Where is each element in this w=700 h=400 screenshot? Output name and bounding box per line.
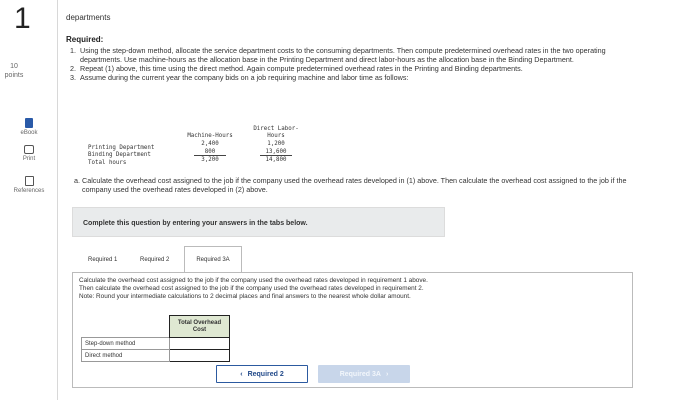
instruction-text: Repeat (1) above, this time using the direct method. Again compute predetermined overhead rates in the Printing and Binding departments. [80,64,523,73]
blank-corner [82,316,170,338]
table-row [82,350,230,362]
required-title: Required: [66,35,104,44]
next-button-label: Required 3A [339,370,381,378]
row-label-step-down: Step-down method [82,338,170,350]
row-label: Total hours [88,160,127,166]
prev-button-label: Required 2 [247,370,284,378]
references-icon [25,176,34,186]
panel-instructions [79,277,624,301]
ebook-tool[interactable] [2,118,56,136]
subtotal-rule [260,155,292,156]
complete-prompt-box [72,207,445,237]
question-a-text: Calculate the overhead cost assigned to the job if the company used the overhead rates developed in (1) above. Then calculate the overhead cost assigned to the job if the company used the overhead rates developed in (2) above. [82,176,627,194]
panel-note: Note: Round your intermediate calculations to 2 decimal places and final answers to the nearest whole dollar amount. [79,293,411,300]
instruction-item [70,73,626,82]
cell-dlh: 13,600 [265,149,287,155]
tab-required-1[interactable]: Required 1 [88,257,118,263]
instruction-item [70,64,626,73]
answer-table [81,315,230,362]
next-required-3a-button[interactable] [318,365,410,383]
col-header-dlh-line2: Hours [267,133,285,139]
chevron-right-icon: › [385,370,389,378]
header-word: departments [66,13,111,22]
row-label-direct: Direct method [82,350,170,362]
question-a-label: a. [74,176,80,185]
instruction-number: 3. [70,73,76,82]
print-icon [24,145,34,154]
print-tool[interactable] [2,145,56,162]
question-a [74,176,634,194]
instruction-item [70,46,626,64]
col-header-machine-hours: Machine-Hours [187,133,233,139]
table-row [82,338,230,350]
tab-required-3a[interactable]: Required 3A [184,246,242,273]
cell-mh: 2,400 [201,141,219,147]
row-label: Printing Department [88,145,155,151]
requirement-tabs [72,246,632,273]
book-icon [25,118,33,128]
col-header-dlh-line1: Direct Labor- [253,126,299,132]
instruction-number: 2. [70,64,76,73]
cell-dlh: 1,200 [267,141,285,147]
points-label: 10 points [4,63,24,79]
subtotal-rule [194,155,226,156]
cell-mh-total: 3,200 [201,157,219,163]
print-label: Print [22,156,36,162]
panel-line: Then calculate the overhead cost assigned to the job if the company used the overhead rates developed in requirement 2. [79,285,424,292]
direct-method-input[interactable] [170,350,230,362]
row-label: Binding Department [88,152,151,158]
instructions-list [66,46,626,82]
cell-dlh-total: 14,800 [265,157,287,163]
table-row [88,152,151,158]
table-row [88,160,126,166]
instruction-text: Using the step-down method, allocate the service department costs to the consuming departments. Then compute predetermined overhead rates in the two operating departments. Use machine-hours as the allocation base in the Printing Department and direct labor-hours as the allocation base in the Binding Department. [80,46,606,64]
step-down-input[interactable] [170,338,230,350]
left-rail [0,0,58,400]
panel-line: Calculate the overhead cost assigned to the job if the company used the overhead rates developed in requirement 1 above. [79,277,428,284]
prev-required-2-button[interactable] [216,365,308,383]
complete-prompt-text: Complete this question by entering your answers in the tabs below. [83,220,308,227]
references-label: References [13,188,45,194]
cell-mh: 800 [204,149,216,155]
chevron-left-icon: ‹ [240,370,243,378]
col-header-total-overhead: Total Overhead Cost [170,316,230,338]
ebook-label: eBook [20,130,38,136]
tab-required-2[interactable]: Required 2 [140,257,170,263]
table-row [88,145,154,151]
references-tool[interactable] [2,176,56,194]
instruction-text: Assume during the current year the company bids on a job requiring machine and labor time as follows: [80,73,409,82]
instruction-number: 1. [70,46,76,55]
question-number: 1 [14,2,31,35]
